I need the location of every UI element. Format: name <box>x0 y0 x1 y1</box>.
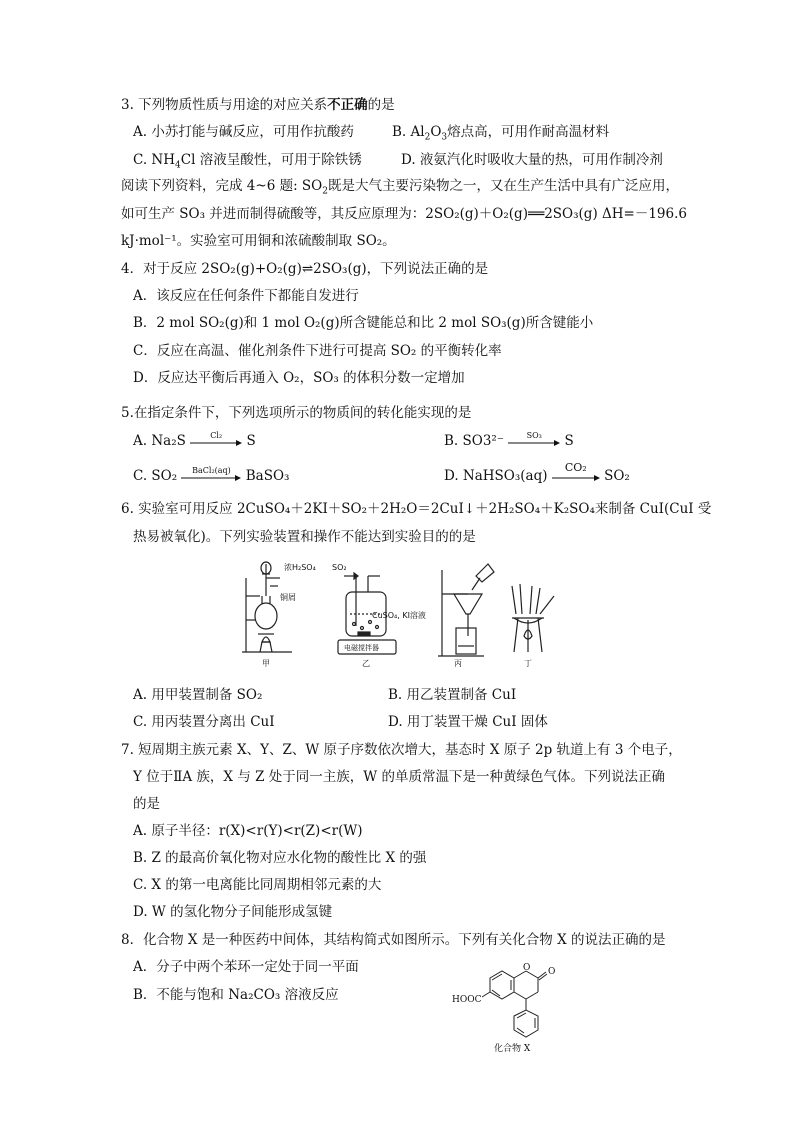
label-yi: 乙 <box>362 659 370 668</box>
label-so2: SO₂ <box>332 563 347 572</box>
label-bing: 丙 <box>454 659 462 668</box>
label-ring-o: O <box>523 963 531 973</box>
q6-option-c: C. 用丙装置分离出 CuI <box>133 714 275 730</box>
q5-option-d: D. NaHSO₃(aq) CO₂ SO₂ <box>444 460 630 484</box>
q4-stem: 4．对于反应 2SO₂(g)+O₂(g)⇌2SO₃(g)，下列说法正确的是 <box>121 261 489 277</box>
q3-option-b: B. $Al_2O_3$熔点高，可用作耐高温材料 <box>392 124 610 143</box>
q3-option-c: C. $NH_4Cl$ 溶液呈酸性，可用于除铁锈 <box>133 152 362 171</box>
q6-stem-line-1: 6. 实验室可用反应 2CuSO₄＋2KI＋SO₂＋2H₂O＝2CuI↓＋2H₂SO₄＋K₂SO₄来制备 CuI(CuI 受 <box>121 501 712 517</box>
q5-c-reagent: BaCl₂(aq) <box>192 465 231 475</box>
q4-option-a: A．该反应在任何条件下都能自发进行 <box>133 288 359 304</box>
reading-line-3: kJ·mol⁻¹。实验室可用铜和浓硫酸制取 SO₂。 <box>121 233 396 249</box>
label-hooc: HOOC <box>452 995 482 1005</box>
q5-a-reagent: Cl₂ <box>210 430 223 440</box>
label-ding: 丁 <box>524 659 532 668</box>
label-jia: 甲 <box>262 659 270 668</box>
apparatus-ding <box>512 584 554 652</box>
label-solution: CuSO₄, KI溶液 <box>372 611 426 620</box>
q4-option-d: D．反应达平衡后再通入 O₂，SO₃ 的体积分数一定增加 <box>133 370 465 386</box>
apparatus-bing <box>438 564 494 656</box>
q7-stem-line-1: 7. 短周期主族元素 X、Y、Z、W 原子序数依次增大，基态时 X 原子 2p 轨道上有 3 个电子， <box>121 742 682 758</box>
q8-stem: 8．化合物 X 是一种医药中间体，其结构简式如图所示。下列有关化合物 X 的说法正确的是 <box>121 932 666 948</box>
reaction-arrow-icon <box>508 439 560 447</box>
label-carbonyl-o: O <box>548 967 556 977</box>
q7-option-b: B. Z 的最高价氧化物对应水化物的酸性比 X 的强 <box>133 850 427 866</box>
q5-option-b: B. SO3²⁻ SO₃ S <box>444 432 574 450</box>
q7-stem-line-3: 的是 <box>133 796 160 812</box>
reaction-arrow-icon <box>181 474 241 482</box>
q4-option-c: C．反应在高温、催化剂条件下进行可提高 SO₂ 的平衡转化率 <box>133 343 502 359</box>
q5-option-a: A. Na₂S Cl₂ S <box>133 432 256 450</box>
q8-option-a: A．分子中两个苯环一定处于同一平面 <box>133 959 359 975</box>
reading-line-1: 阅读下列资料，完成 4~6 题: $SO_2$既是大气主要污染物之一，又在生产生活中具有广泛应用， <box>121 178 679 197</box>
label-stirrer: 电磁搅拌器 <box>344 644 379 652</box>
q7-option-d: D. W 的氢化物分子间能形成氢键 <box>133 904 333 920</box>
q6-stem-line-2: 热易被氧化)。下列实验装置和操作不能达到实验目的的是 <box>133 529 476 545</box>
q7-option-a: A. 原子半径：r(X)<r(Y)<r(Z)<r(W) <box>133 823 363 839</box>
reaction-arrow-icon <box>552 474 600 482</box>
lab-apparatus-figure <box>232 556 572 672</box>
q3-option-a: A. 小苏打能与碱反应，可用作抗酸药 <box>133 124 354 140</box>
q7-stem-line-2: Y 位于ⅡA 族，X 与 Z 处于同一主族，W 的单质常温下是一种黄绿色气体。下列说法正确 <box>133 769 665 785</box>
label-conc-acid: 浓H₂SO₄ <box>284 563 316 572</box>
q5-d-reagent: CO₂ <box>564 460 587 474</box>
q5-b-reagent: SO₃ <box>526 430 542 440</box>
label-copper: 铜屑 <box>280 593 296 602</box>
reading-line-2: 如可生产 SO₃ 并进而制得硫酸等，其反应原理为：2SO₂(g)＋O₂(g)══2SO₃(g) ΔH=－196.6 <box>121 206 687 222</box>
q6-option-b: B. 用乙装置制备 CuI <box>388 687 517 703</box>
q7-option-c: C. X 的第一电离能比同周期相邻元素的大 <box>133 877 382 893</box>
q4-option-b: B．2 mol SO₂(g)和 1 mol O₂(g)所含键能总和比 2 mol SO₃(g)所含键能小 <box>133 315 594 331</box>
q3-stem: 3. 下列物质性质与用途的对应关系不正确的是 <box>121 97 395 113</box>
q5-option-c: C. SO₂ BaCl₂(aq) BaSO₃ <box>133 467 289 485</box>
reaction-arrow-icon <box>190 439 242 447</box>
q5-stem: 5.在指定条件下，下列选项所示的物质间的转化能实现的是 <box>121 405 472 421</box>
q6-option-a: A. 用甲装置制备 SO₂ <box>133 687 263 703</box>
q8-option-b: B．不能与饱和 Na₂CO₃ 溶液反应 <box>133 987 339 1003</box>
q3-option-d: D. 液氨汽化时吸收大量的热，可用作制冷剂 <box>401 152 663 168</box>
label-compound-x: 化合物 X <box>494 1044 531 1054</box>
compound-x-structure <box>452 958 562 1054</box>
q6-option-d: D. 用丁装置干燥 CuI 固体 <box>388 714 548 730</box>
apparatus-jia <box>242 562 292 652</box>
